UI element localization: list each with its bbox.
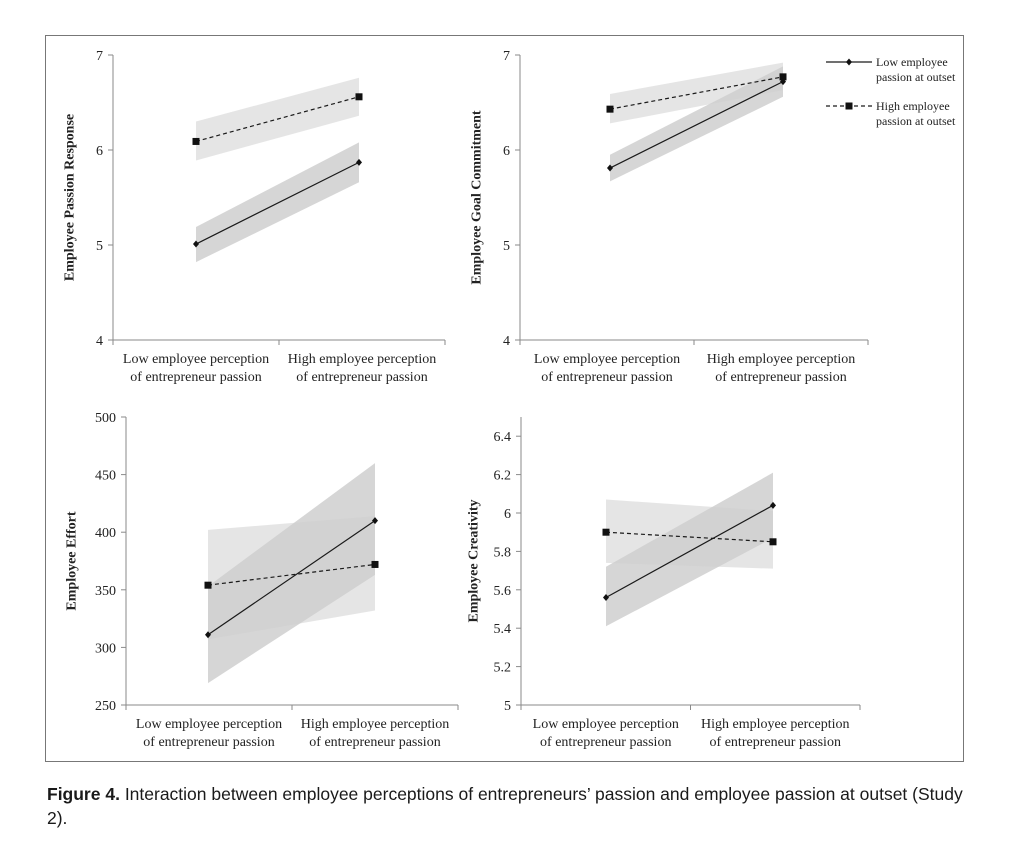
y-tick-label: 5 <box>503 239 510 254</box>
y-tick-label: 6.4 <box>493 430 511 446</box>
y-axis-title: Employee Goal Commitment <box>469 110 485 285</box>
category-label: of entrepreneur passion <box>715 370 847 385</box>
category-label: Low employee perception <box>533 352 681 367</box>
legend-label-high: High employee <box>876 99 950 113</box>
series-point-high <box>356 93 363 100</box>
y-tick-label: 7 <box>503 49 510 64</box>
figure-caption <box>47 782 977 830</box>
category-label: of entrepreneur passion <box>709 735 841 750</box>
y-tick-label: 5.8 <box>493 545 511 561</box>
y-tick-label: 6 <box>96 144 103 159</box>
category-label: of entrepreneur passion <box>130 370 262 385</box>
legend-label-high: passion at outset <box>876 114 956 128</box>
category-label: of entrepreneur passion <box>309 735 441 750</box>
y-tick-label: 250 <box>95 699 116 714</box>
series-point-high <box>607 106 614 113</box>
category-label: High employee perception <box>287 352 437 367</box>
category-label: of entrepreneur passion <box>143 735 275 750</box>
y-tick-label: 6.2 <box>493 468 511 484</box>
figure-caption-text: Interaction between employee perceptions of entrepreneurs’ passion and employee passion at outset (Study 2). <box>47 784 963 828</box>
y-tick-label: 400 <box>95 526 116 542</box>
legend-label-low: passion at outset <box>876 70 956 84</box>
y-axis-title: Employee Creativity <box>466 499 482 623</box>
series-point-high <box>372 561 379 568</box>
y-tick-label: 5 <box>504 699 511 714</box>
y-tick-label: 5 <box>96 239 103 254</box>
chart-panel-bottom-left <box>65 411 459 750</box>
legend <box>826 55 956 128</box>
y-tick-label: 5.6 <box>493 583 511 599</box>
legend-marker-low <box>846 59 852 66</box>
category-label: of entrepreneur passion <box>541 370 673 385</box>
y-axis-title: Employee Passion Response <box>62 113 78 282</box>
y-tick-label: 300 <box>95 641 116 657</box>
y-tick-label: 5.2 <box>493 660 511 676</box>
figure-label: Figure 4. <box>47 784 120 804</box>
series-point-high <box>193 138 200 145</box>
category-label: High employee perception <box>706 352 856 367</box>
ci-band-high <box>606 500 773 569</box>
series-line-low <box>196 162 359 244</box>
category-label: High employee perception <box>300 717 450 732</box>
legend-marker-high <box>846 103 853 110</box>
category-label: Low employee perception <box>532 717 679 732</box>
category-label: of entrepreneur passion <box>540 735 672 750</box>
series-point-high <box>603 529 610 536</box>
series-point-high <box>780 73 787 80</box>
y-tick-label: 500 <box>95 411 116 426</box>
legend-label-low: Low employee <box>876 55 948 69</box>
ci-band-low <box>196 142 359 262</box>
chart-panel-top-left <box>63 49 446 385</box>
chart-panel-bottom-right <box>467 417 861 750</box>
chart-panel-top-right <box>470 49 869 385</box>
y-tick-label: 6 <box>504 507 511 522</box>
y-tick-label: 350 <box>95 583 116 599</box>
category-label: High employee perception <box>700 717 850 732</box>
y-tick-label: 450 <box>95 468 116 484</box>
y-tick-label: 7 <box>96 49 103 64</box>
y-tick-label: 4 <box>96 334 103 349</box>
y-tick-label: 4 <box>503 334 510 349</box>
series-point-high <box>770 538 777 545</box>
category-label: Low employee perception <box>122 352 270 367</box>
category-label: of entrepreneur passion <box>296 370 428 385</box>
category-label: Low employee perception <box>135 717 283 732</box>
y-tick-label: 5.4 <box>493 622 511 638</box>
series-point-high <box>205 582 212 589</box>
y-axis-title: Employee Effort <box>64 511 80 611</box>
y-tick-label: 6 <box>503 144 510 159</box>
